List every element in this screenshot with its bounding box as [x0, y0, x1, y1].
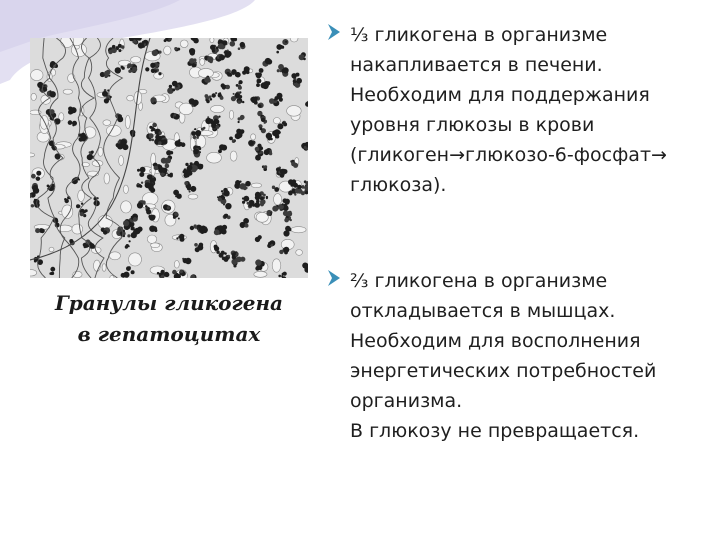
caption-line-2: в гепатоцитах — [77, 322, 261, 346]
text-line: Необходим для поддержания — [350, 84, 650, 106]
bullet-muscle-glycogen — [326, 266, 711, 446]
arrowhead-bullet-icon — [326, 268, 342, 288]
text-line: откладывается в мышцах. — [350, 300, 616, 322]
caption-line-1: Гранулы гликогена — [54, 291, 284, 315]
text-line: энергетических потребностей — [350, 360, 657, 382]
arrowhead-bullet-icon — [326, 22, 342, 42]
bullet-text — [350, 20, 711, 200]
text-line: В глюкозу не превращается. — [350, 420, 640, 442]
text-line: Необходим для восполнения — [350, 330, 641, 352]
text-line: организма. — [350, 390, 463, 412]
text-line: уровня глюкозы в крови — [350, 114, 595, 136]
text-line: ⅔ гликогена в организме — [350, 270, 608, 292]
bullet-liver-glycogen — [326, 20, 711, 200]
text-line: ⅓ гликогена в организме — [350, 24, 608, 46]
text-line: накапливается в печени. — [350, 54, 603, 76]
micrograph-texture — [30, 38, 308, 278]
text-line: (гликоген→глюкозо-6-фосфат→ — [350, 144, 667, 166]
glycogen-micrograph-image — [30, 38, 308, 278]
figure-caption — [30, 288, 308, 350]
text-line: глюкоза). — [350, 174, 447, 196]
bullet-text — [350, 266, 711, 446]
